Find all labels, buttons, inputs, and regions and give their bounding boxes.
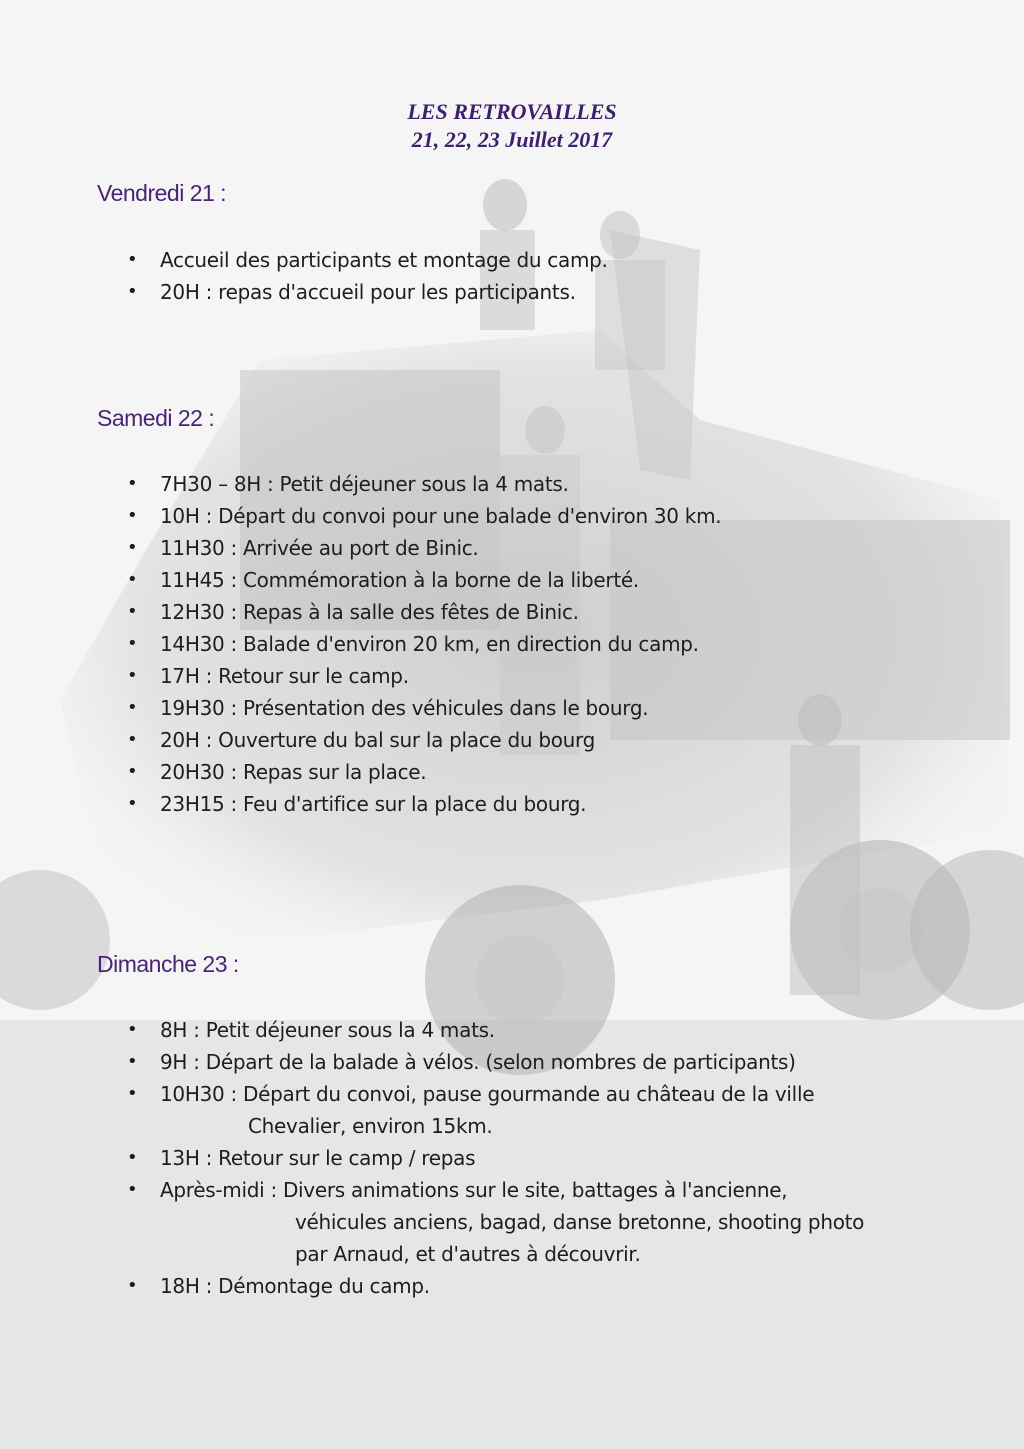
bullet-icon: • — [127, 281, 138, 302]
list-item: • 14H30 : Balade d'environ 20 km, en direction du camp. — [0, 628, 1024, 660]
bullet-icon: • — [127, 1179, 138, 1200]
list-item: • 7H30 – 8H : Petit déjeuner sous la 4 mats. — [0, 468, 1024, 500]
list-item: • 9H : Départ de la balade à vélos. (selon nombres de participants) — [0, 1046, 1024, 1078]
section-heading-samedi: Samedi 22 : — [97, 405, 215, 431]
schedule-list-samedi — [0, 468, 1024, 820]
list-item: • 18H : Démontage du camp. — [0, 1270, 1024, 1302]
bullet-icon: • — [127, 1051, 138, 1072]
list-item-continuation: Chevalier, environ 15km. — [248, 1114, 493, 1138]
bullet-icon: • — [127, 1083, 138, 1104]
bullet-icon: • — [127, 601, 138, 622]
bullet-icon: • — [127, 569, 138, 590]
bullet-icon: • — [127, 761, 138, 782]
list-item: • 11H45 : Commémoration à la borne de la liberté. — [0, 564, 1024, 596]
list-item: • Après-midi : Divers animations sur le site, battages à l'ancienne, véhicules anciens, bagad, danse bretonne, shooting photo par Arnaud, et d'autres à découvrir. — [0, 1174, 1024, 1270]
list-item: • 20H : Ouverture du bal sur la place du bourg — [0, 724, 1024, 756]
section-heading-dimanche: Dimanche 23 : — [97, 951, 239, 977]
bullet-icon: • — [127, 1275, 138, 1296]
bullet-icon: • — [127, 729, 138, 750]
bullet-icon: • — [127, 1019, 138, 1040]
list-item: • 10H : Départ du convoi pour une balade d'environ 30 km. — [0, 500, 1024, 532]
section-heading-vendredi: Vendredi 21 : — [97, 180, 227, 206]
bullet-icon: • — [127, 665, 138, 686]
list-item: • 13H : Retour sur le camp / repas — [0, 1142, 1024, 1174]
bullet-icon: • — [127, 1147, 138, 1168]
list-item: • Accueil des participants et montage du camp. — [0, 244, 1024, 276]
bullet-icon: • — [127, 633, 138, 654]
bullet-icon: • — [127, 249, 138, 270]
list-item: • 20H30 : Repas sur la place. — [0, 756, 1024, 788]
list-item: • 11H30 : Arrivée au port de Binic. — [0, 532, 1024, 564]
list-item: • 19H30 : Présentation des véhicules dans le bourg. — [0, 692, 1024, 724]
bullet-icon: • — [127, 537, 138, 558]
list-item: • 17H : Retour sur le camp. — [0, 660, 1024, 692]
schedule-list-dimanche — [0, 1014, 1024, 1302]
event-dates: 21, 22, 23 Juillet 2017 — [411, 127, 613, 152]
event-title: LES RETROVAILLES — [407, 99, 617, 124]
list-item: • 8H : Petit déjeuner sous la 4 mats. — [0, 1014, 1024, 1046]
bullet-icon: • — [127, 505, 138, 526]
list-item: • 23H15 : Feu d'artifice sur la place du bourg. — [0, 788, 1024, 820]
list-item: • 12H30 : Repas à la salle des fêtes de Binic. — [0, 596, 1024, 628]
list-item-continuation: par Arnaud, et d'autres à découvrir. — [295, 1242, 641, 1266]
list-item: • 20H : repas d'accueil pour les participants. — [0, 276, 1024, 308]
list-item-continuation: véhicules anciens, bagad, danse bretonne, shooting photo — [295, 1210, 865, 1234]
list-item: • 10H30 : Départ du convoi, pause gourmande au château de la ville Chevalier, environ 15km. — [0, 1078, 1024, 1142]
bullet-icon: • — [127, 473, 138, 494]
bullet-icon: • — [127, 697, 138, 718]
bullet-icon: • — [127, 793, 138, 814]
schedule-list-vendredi — [0, 244, 1024, 308]
